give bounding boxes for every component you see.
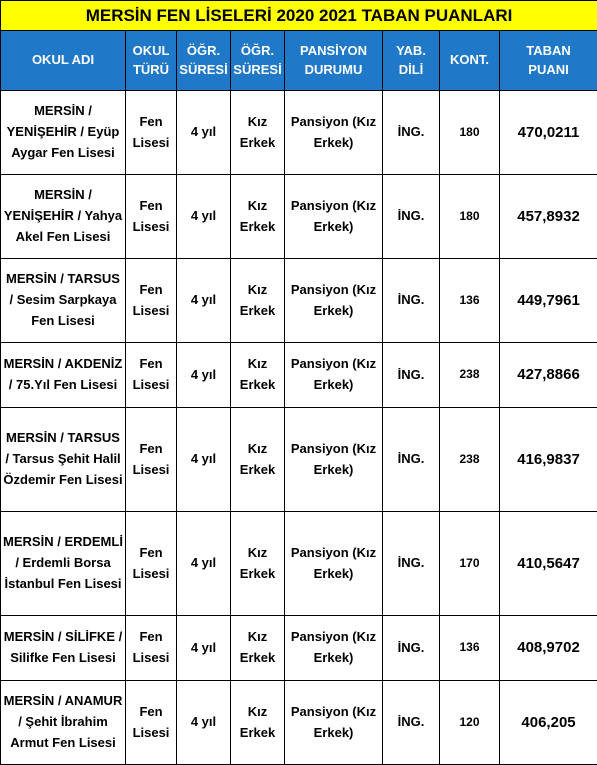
table-row: [1, 408, 597, 512]
cell-cinsiyet: Kız Erkek: [231, 175, 285, 259]
table-row: [1, 343, 597, 408]
cell-okul-turu: Fen Lisesi: [126, 408, 177, 512]
cell-kont: 170: [440, 512, 500, 616]
cell-yab-dili: İNG.: [383, 408, 440, 512]
cell-okul-turu: Fen Lisesi: [126, 512, 177, 616]
cell-pansiyon: Pansiyon (Kız Erkek): [285, 175, 383, 259]
cell-ogr-suresi: 4 yıl: [177, 408, 231, 512]
cell-yab-dili: İNG.: [383, 343, 440, 408]
cell-kont: 180: [440, 175, 500, 259]
cell-kont: 238: [440, 343, 500, 408]
cell-cinsiyet: Kız Erkek: [231, 91, 285, 175]
cell-okul-adi: MERSİN / YENİŞEHİR / Yahya Akel Fen Lisesi: [1, 175, 126, 259]
table-row: [1, 91, 597, 175]
cell-ogr-suresi: 4 yıl: [177, 343, 231, 408]
col-header-okul-adi: OKUL ADI: [1, 31, 126, 91]
cell-ogr-suresi: 4 yıl: [177, 616, 231, 681]
cell-cinsiyet: Kız Erkek: [231, 259, 285, 343]
cell-yab-dili: İNG.: [383, 91, 440, 175]
cell-yab-dili: İNG.: [383, 512, 440, 616]
cell-okul-adi: MERSİN / TARSUS / Tarsus Şehit Halil Özdemir Fen Lisesi: [1, 408, 126, 512]
col-header-pansiyon: PANSİYON DURUMU: [285, 31, 383, 91]
cell-cinsiyet: Kız Erkek: [231, 616, 285, 681]
cell-kont: 120: [440, 681, 500, 765]
cell-okul-turu: Fen Lisesi: [126, 681, 177, 765]
table-row: [1, 512, 597, 616]
cell-cinsiyet: Kız Erkek: [231, 512, 285, 616]
cell-taban-puani: 416,9837: [500, 408, 597, 512]
header-row: [1, 31, 597, 91]
cell-yab-dili: İNG.: [383, 681, 440, 765]
cell-yab-dili: İNG.: [383, 175, 440, 259]
col-header-ogr-suresi: ÖĞR. SÜRESİ: [177, 31, 231, 91]
cell-okul-turu: Fen Lisesi: [126, 259, 177, 343]
cell-taban-puani: 410,5647: [500, 512, 597, 616]
col-header-okul-turu: OKUL TÜRÜ: [126, 31, 177, 91]
cell-okul-adi: MERSİN / SİLİFKE / Silifke Fen Lisesi: [1, 616, 126, 681]
cell-yab-dili: İNG.: [383, 616, 440, 681]
table-row: [1, 616, 597, 681]
cell-okul-adi: MERSİN / ERDEMLİ / Erdemli Borsa İstanbul Fen Lisesi: [1, 512, 126, 616]
cell-okul-turu: Fen Lisesi: [126, 616, 177, 681]
cell-cinsiyet: Kız Erkek: [231, 343, 285, 408]
col-header-ogr-suresi-2: ÖĞR. SÜRESİ: [231, 31, 285, 91]
cell-pansiyon: Pansiyon (Kız Erkek): [285, 91, 383, 175]
cell-ogr-suresi: 4 yıl: [177, 259, 231, 343]
table-row: [1, 681, 597, 765]
cell-ogr-suresi: 4 yıl: [177, 175, 231, 259]
cell-okul-adi: MERSİN / ANAMUR / Şehit İbrahim Armut Fen Lisesi: [1, 681, 126, 765]
cell-taban-puani: 457,8932: [500, 175, 597, 259]
cell-pansiyon: Pansiyon (Kız Erkek): [285, 512, 383, 616]
table-title: MERSİN FEN LİSELERİ 2020 2021 TABAN PUANLARI: [1, 1, 597, 31]
cell-okul-turu: Fen Lisesi: [126, 91, 177, 175]
cell-ogr-suresi: 4 yıl: [177, 681, 231, 765]
cell-okul-adi: MERSİN / TARSUS / Sesim Sarpkaya Fen Lisesi: [1, 259, 126, 343]
cell-pansiyon: Pansiyon (Kız Erkek): [285, 681, 383, 765]
cell-kont: 136: [440, 616, 500, 681]
col-header-taban-puani: TABAN PUANI: [500, 31, 597, 91]
cell-pansiyon: Pansiyon (Kız Erkek): [285, 408, 383, 512]
cell-taban-puani: 406,205: [500, 681, 597, 765]
cell-pansiyon: Pansiyon (Kız Erkek): [285, 616, 383, 681]
cell-okul-adi: MERSİN / AKDENİZ / 75.Yıl Fen Lisesi: [1, 343, 126, 408]
table-row: [1, 175, 597, 259]
cell-okul-turu: Fen Lisesi: [126, 175, 177, 259]
table-row: [1, 259, 597, 343]
col-header-yab-dili: YAB. DİLİ: [383, 31, 440, 91]
cell-kont: 136: [440, 259, 500, 343]
cell-cinsiyet: Kız Erkek: [231, 408, 285, 512]
cell-kont: 180: [440, 91, 500, 175]
cell-taban-puani: 449,7961: [500, 259, 597, 343]
cell-okul-adi: MERSİN / YENİŞEHİR / Eyüp Aygar Fen Lisesi: [1, 91, 126, 175]
col-header-kont: KONT.: [440, 31, 500, 91]
cell-kont: 238: [440, 408, 500, 512]
cell-taban-puani: 470,0211: [500, 91, 597, 175]
cell-okul-turu: Fen Lisesi: [126, 343, 177, 408]
cell-taban-puani: 427,8866: [500, 343, 597, 408]
cell-ogr-suresi: 4 yıl: [177, 91, 231, 175]
cell-yab-dili: İNG.: [383, 259, 440, 343]
cell-pansiyon: Pansiyon (Kız Erkek): [285, 259, 383, 343]
cell-ogr-suresi: 4 yıl: [177, 512, 231, 616]
cell-cinsiyet: Kız Erkek: [231, 681, 285, 765]
cell-pansiyon: Pansiyon (Kız Erkek): [285, 343, 383, 408]
cell-taban-puani: 408,9702: [500, 616, 597, 681]
